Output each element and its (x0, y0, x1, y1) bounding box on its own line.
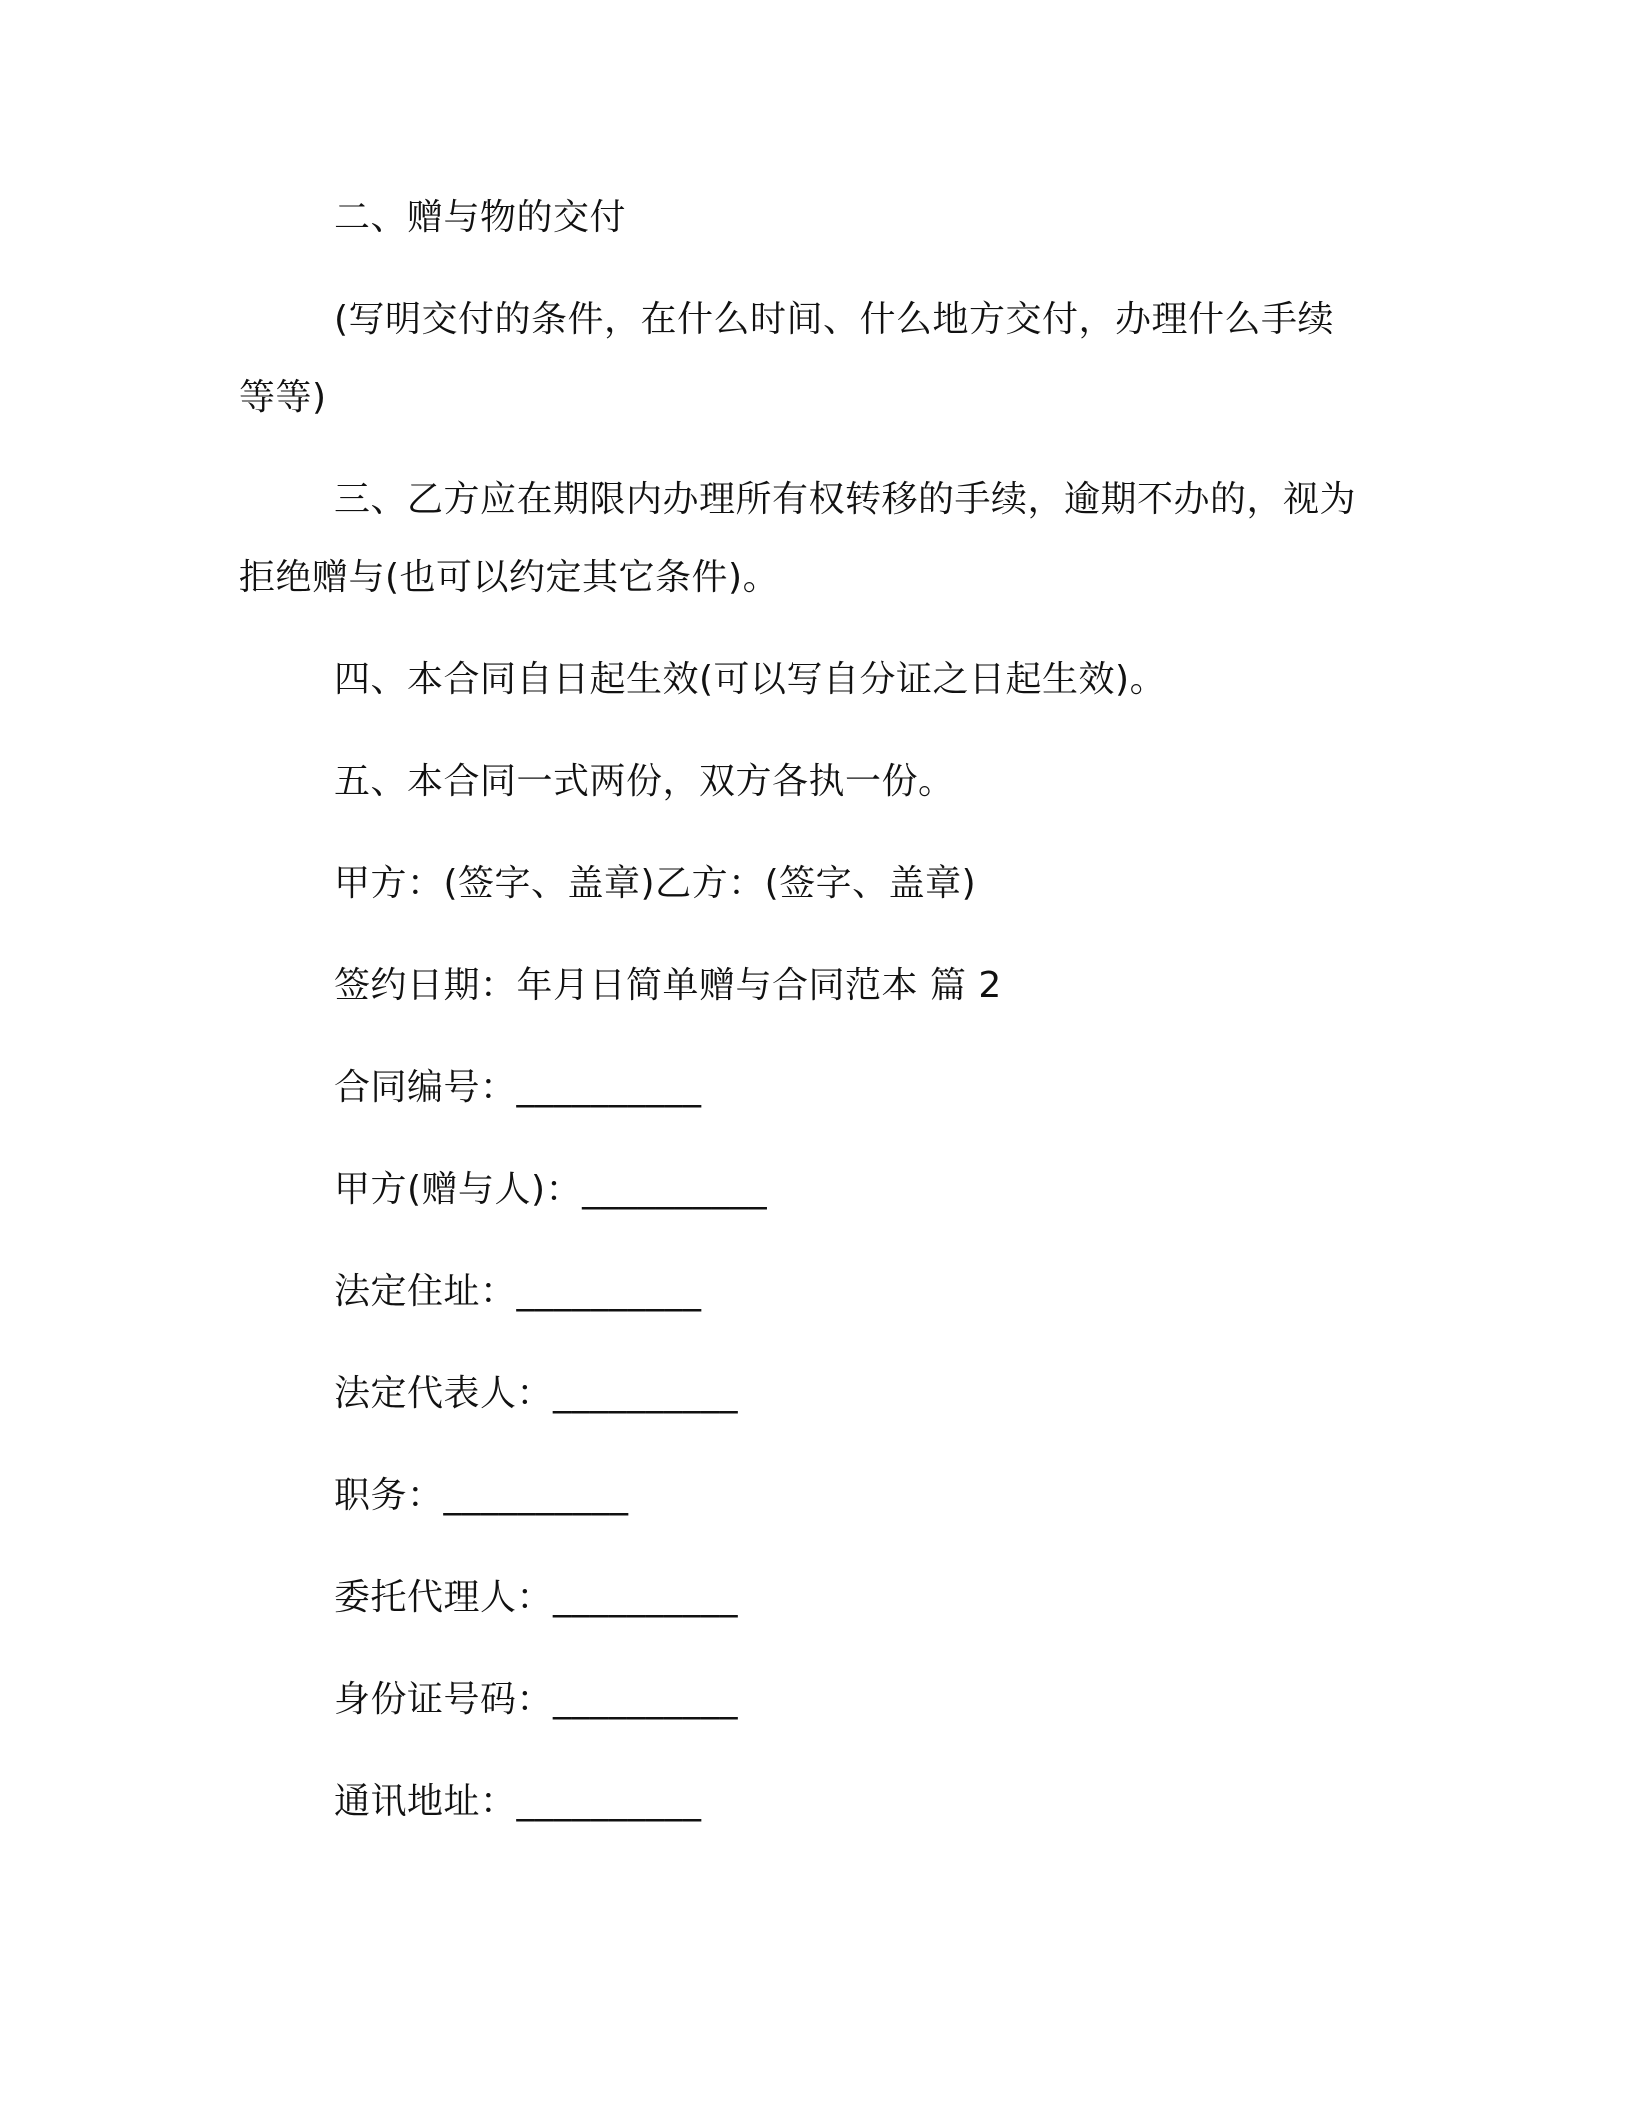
field-mailing-address: 通讯地址：__________ (334, 1781, 702, 1822)
sign-date-and-title: 签约日期：年月日简单赠与合同范本 篇 2 (334, 965, 1002, 1006)
field-contract-number: 合同编号：__________ (334, 1067, 702, 1108)
section-transfer-line1: 三、乙方应在期限内办理所有权转移的手续，逾期不办的，视为 (334, 479, 1357, 520)
field-authorized-agent: 委托代理人：__________ (334, 1577, 739, 1618)
section-delivery-body-line1: (写明交付的条件，在什么时间、什么地方交付，办理什么手续 (334, 299, 1335, 340)
field-party-a-donor: 甲方(赠与人)：__________ (334, 1169, 768, 1210)
signatures-line: 甲方：(签字、盖章)乙方：(签字、盖章) (334, 863, 977, 904)
field-legal-representative: 法定代表人：__________ (334, 1373, 739, 1414)
section-delivery-heading: 二、赠与物的交付 (334, 197, 627, 238)
field-id-number: 身份证号码：__________ (334, 1679, 739, 1720)
section-copies: 五、本合同一式两份，双方各执一份。 (334, 761, 955, 802)
section-effective: 四、本合同自日起生效(可以写自分证之日起生效)。 (334, 659, 1167, 700)
section-transfer-line2: 拒绝赠与(也可以约定其它条件)。 (239, 557, 780, 598)
field-legal-address: 法定住址：__________ (334, 1271, 702, 1312)
field-position: 职务：__________ (334, 1475, 629, 1516)
section-delivery-body-line2: 等等) (239, 377, 327, 418)
